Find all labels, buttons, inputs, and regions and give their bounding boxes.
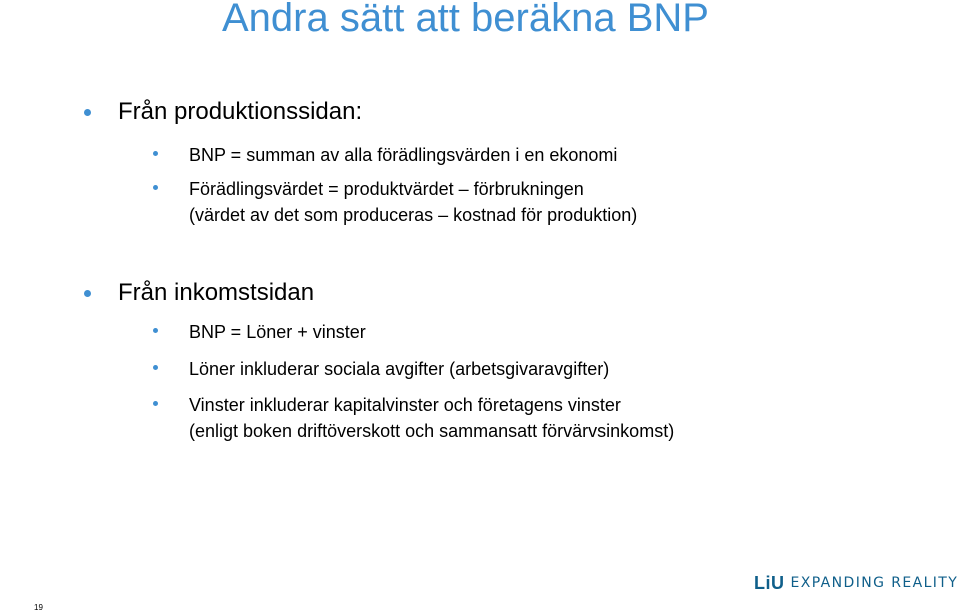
section-heading-production [118, 98, 362, 126]
slide-title: Andra sätt att beräkna BNP [222, 0, 709, 40]
section-heading-text: Från produktionssidan: [118, 98, 363, 125]
liu-logo [754, 570, 958, 596]
bullet-item [189, 142, 617, 168]
bullet-text: Vinster inkluderar kapitalvinster och företagens vinster [189, 395, 621, 415]
bullet-item [189, 356, 609, 382]
bullet-text: Förädlingsvärdet = produktvärdet – förbrukningen [189, 179, 584, 199]
bullet-text: BNP = summan av alla förädlingsvärden i en ekonomi [189, 145, 618, 165]
logo-tagline: EXPANDING REALITY [790, 575, 959, 591]
bullet-dot-icon [84, 290, 91, 297]
page-number: 19 [34, 603, 43, 612]
bullet-dot-icon [153, 365, 158, 370]
bullet-text: Löner inkluderar sociala avgifter (arbetsgivaravgifter) [189, 359, 610, 379]
logo-mark: LiU [754, 572, 785, 593]
bullet-dot-icon [153, 401, 158, 406]
bullet-item [189, 176, 637, 228]
bullet-item [189, 319, 366, 345]
bullet-dot-icon [153, 185, 158, 190]
bullet-text-continuation: (enligt boken driftöverskott och sammansatt förvärvsinkomst) [189, 421, 675, 441]
bullet-dot-icon [84, 109, 91, 116]
bullet-dot-icon [153, 328, 158, 333]
section-heading-income [118, 279, 314, 307]
bullet-item [189, 392, 674, 444]
bullet-dot-icon [153, 151, 158, 156]
section-heading-text: Från inkomstsidan [118, 279, 315, 306]
bullet-text-continuation: (värdet av det som produceras – kostnad för produktion) [189, 205, 638, 225]
bullet-text: BNP = Löner + vinster [189, 322, 366, 342]
